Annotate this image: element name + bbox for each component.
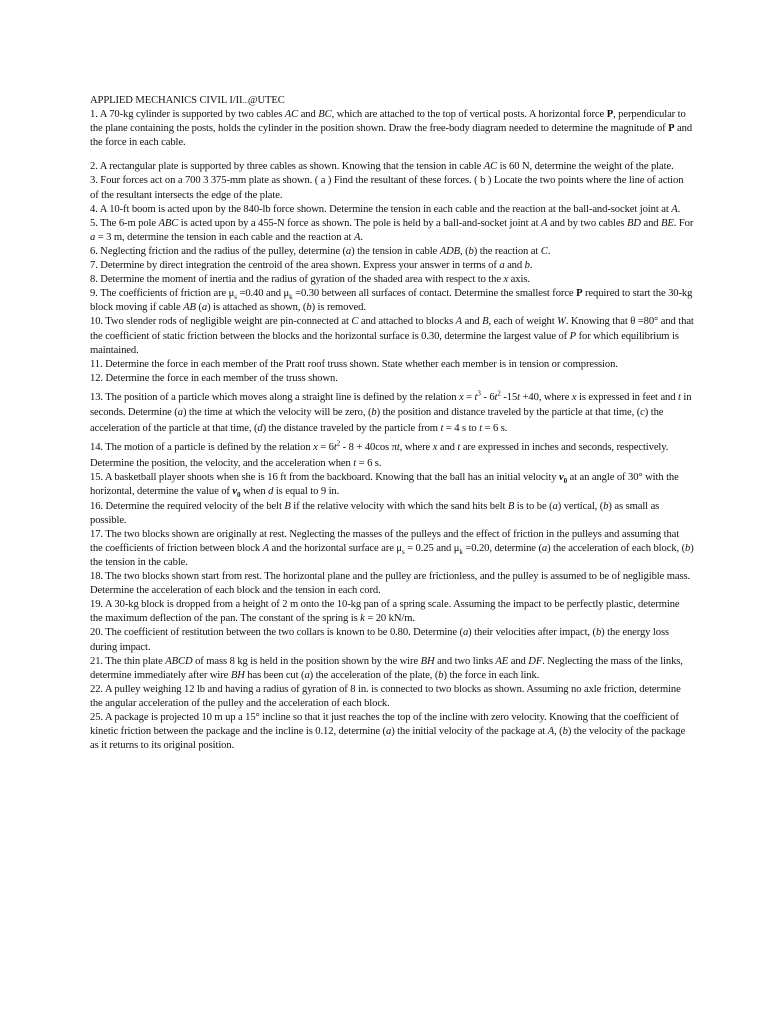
text-fragment: 11. Determine the force in each member of the Pratt roof truss shown. State whether each member is in tension or compression.: [90, 358, 618, 370]
question-12: [90, 372, 694, 386]
text-fragment: and the force in each cable.: [90, 123, 693, 149]
text-fragment: b: [468, 245, 474, 257]
text-fragment: ) the acceleration of the plate, (: [309, 669, 439, 681]
text-fragment: DF: [528, 655, 543, 667]
text-fragment: 22. A pulley weighing 12 lb and having a radius of gyration of 8 in. is connected to two blocks as shown. Assuming no axle friction, determine the angular acceleration of the pulley and the acceleration of each block.: [90, 683, 681, 709]
question-6: [90, 245, 694, 259]
text-fragment: 21. The thin plate: [90, 655, 166, 667]
text-fragment: , (: [460, 245, 469, 257]
text-fragment: a: [177, 407, 183, 419]
question-16: [90, 500, 694, 528]
text-fragment: 3: [477, 389, 481, 398]
text-fragment: ADB: [439, 245, 461, 257]
question-10: [90, 315, 694, 357]
text-fragment: =0.40 and μ: [236, 288, 290, 300]
text-fragment: when: [240, 486, 269, 498]
text-fragment: ) the force in each link.: [443, 669, 540, 681]
text-fragment: ) the tension in the cable.: [90, 542, 694, 568]
text-fragment: .: [529, 260, 533, 272]
text-fragment: ) the energy loss during impact.: [90, 627, 670, 653]
text-fragment: 2: [336, 439, 341, 448]
text-fragment: ) is attached as shown, (: [207, 302, 307, 314]
text-fragment: . For: [673, 217, 694, 229]
text-fragment: is expressed in feet and: [576, 391, 678, 403]
text-fragment: and attached to blocks: [358, 316, 456, 328]
text-fragment: ) the time at which the velocity will be zero, (: [182, 407, 372, 419]
text-fragment: k: [289, 293, 293, 302]
text-fragment: B: [482, 316, 489, 328]
text-fragment: 0: [237, 491, 241, 500]
question-18: [90, 570, 694, 598]
text-fragment: ) the velocity of the package as it returns to its original position.: [90, 726, 686, 752]
text-fragment: B: [284, 500, 291, 512]
text-fragment: .: [360, 231, 363, 243]
text-fragment: = 3 m, determine the tension in each cable and the reaction at: [95, 231, 354, 243]
text-fragment: in seconds. Determine (: [90, 391, 692, 419]
text-fragment: b: [685, 542, 691, 554]
question-5: [90, 217, 694, 245]
question-22: [90, 683, 694, 711]
text-fragment: has been cut (: [244, 669, 305, 681]
text-fragment: 3. Four forces act on a 700 3 375-mm plate as shown. ( a ) Find the resultant of these forces. ( b ) Locate the two points where the line of action of the resultant intersects the edge of the plate.: [90, 175, 684, 201]
text-fragment: x: [432, 442, 438, 454]
text-fragment: 8. Determine the moment of inertia and the radius of gyration of the shaded area with respect to the: [90, 274, 504, 286]
text-fragment: - 6: [480, 391, 495, 403]
text-fragment: ) the reaction at: [473, 245, 541, 257]
text-fragment: =0.30 between all surfaces of contact. Determine the smallest force: [292, 288, 577, 300]
text-fragment: BD: [627, 217, 641, 229]
text-fragment: 9. The coefficients of friction are μ: [90, 288, 235, 300]
text-fragment: =0.20, determine (: [462, 542, 542, 554]
question-14: [90, 440, 694, 471]
text-fragment: ) as small as possible.: [90, 500, 660, 526]
question-25: [90, 711, 694, 753]
document-title: [90, 94, 694, 108]
text-fragment: for which equilibrium is maintained.: [90, 330, 679, 356]
text-fragment: 10. Two slender rods of negligible weight are pin-connected at: [90, 316, 352, 328]
text-fragment: A: [262, 542, 269, 554]
text-fragment: t: [517, 391, 520, 403]
text-fragment: 2: [497, 389, 501, 398]
text-fragment: B: [507, 500, 515, 512]
text-fragment: 6. Neglecting friction and the radius of the pulley, determine (: [90, 245, 346, 257]
text-fragment: x: [458, 391, 464, 403]
text-fragment: AE: [495, 655, 509, 667]
text-fragment: is equal to 9 in.: [273, 486, 340, 498]
text-fragment: k: [459, 547, 463, 556]
text-fragment: C: [540, 245, 548, 257]
text-fragment: a: [552, 500, 558, 512]
text-fragment: a: [304, 669, 310, 681]
question-13: [90, 390, 694, 437]
text-fragment: and: [640, 217, 662, 229]
text-fragment: 25. A package is projected 10 m up a 15° incline so that it just reaches the top of the incline with zero velocity. Knowing that the coefficient of kinetic friction between the package and the incline is 0.12, determine (: [90, 711, 679, 738]
title-tail: @UTEC: [247, 95, 285, 106]
text-fragment: and: [462, 316, 483, 328]
text-fragment: - 8 + 40cos π: [340, 442, 397, 454]
text-fragment: = 4 s to: [443, 422, 480, 434]
question-15: [90, 471, 694, 499]
question-21: [90, 655, 694, 683]
text-fragment: AB: [183, 302, 196, 314]
text-fragment: ) the initial velocity of the package at: [391, 726, 548, 738]
text-fragment: s: [401, 547, 405, 556]
text-fragment: t: [457, 442, 461, 454]
question-20: [90, 626, 694, 654]
text-fragment: BH: [230, 669, 245, 681]
text-fragment: AC: [284, 109, 299, 121]
text-fragment: and: [504, 260, 525, 272]
text-fragment: of mass 8 kg is held in the position shown by the wire: [192, 655, 421, 667]
text-fragment: (: [195, 302, 202, 314]
text-fragment: b: [306, 302, 312, 314]
text-fragment: ABCD: [165, 655, 193, 667]
text-fragment: AC: [483, 161, 498, 173]
text-fragment: and: [508, 655, 529, 667]
text-fragment: ) the position and distance traveled by the particle at that time, (: [376, 407, 641, 419]
text-fragment: P: [569, 330, 577, 342]
text-fragment: are expressed in inches and seconds, respectively. Determine the position, the velocity, and the acceleration when: [90, 442, 669, 469]
question-3: [90, 174, 694, 202]
text-fragment: t: [474, 391, 478, 403]
text-fragment: s: [234, 293, 237, 302]
text-fragment: , (: [554, 726, 563, 738]
text-fragment: and two links: [434, 655, 496, 667]
text-fragment: t: [494, 391, 498, 403]
text-fragment: 7. Determine by direct integration the centroid of the area shown. Express your answer in terms of: [90, 260, 500, 272]
text-fragment: ) the acceleration of the particle at that time, (: [90, 407, 664, 434]
text-fragment: 19. A 30-kg block is dropped from a height of 2 m onto the 10-kg pan of a spring scale. Assuming the impact to be perfectly plastic, determine the maximum deflection of the pan. The constant of the spring is: [90, 599, 680, 625]
text-fragment: ) is removed.: [311, 302, 366, 314]
text-fragment: W: [557, 316, 566, 328]
text-fragment: = 20 kN/m.: [364, 613, 415, 625]
text-fragment: P: [576, 288, 583, 300]
text-fragment: ) the distance traveled by the particle from: [262, 422, 441, 434]
text-fragment: x: [313, 442, 318, 454]
text-fragment: A: [547, 726, 555, 738]
question-11: [90, 358, 694, 372]
text-fragment: , where: [399, 442, 433, 454]
text-fragment: and: [437, 442, 458, 454]
text-fragment: 4. A 10-ft boom is acted upon by the 840-lb force shown. Determine the tension in each cable and the reaction at the ball-and-socket joint at: [90, 203, 672, 215]
text-fragment: 12. Determine the force in each member of the truss shown.: [90, 372, 338, 384]
text-fragment: ) the acceleration of each block, (: [547, 542, 686, 554]
text-fragment: 1. A 70-kg cylinder is supported by two cables: [90, 109, 285, 121]
text-fragment: ABC: [158, 217, 179, 229]
text-fragment: if the relative velocity with which the sand hits belt: [290, 500, 508, 512]
text-fragment: and: [298, 109, 319, 121]
text-fragment: = 6 s.: [356, 457, 382, 469]
text-fragment: x: [571, 391, 577, 403]
text-fragment: A: [671, 203, 678, 215]
text-fragment: 5. The 6-m pole: [90, 217, 159, 229]
text-fragment: b: [595, 627, 602, 639]
text-fragment: t: [678, 391, 681, 403]
text-fragment: and the horizontal surface are μ: [268, 542, 402, 554]
text-fragment: a: [385, 726, 392, 738]
text-fragment: ) the tension in cable: [351, 245, 440, 257]
text-fragment: A: [541, 217, 548, 229]
text-fragment: = 0.25 and μ: [404, 542, 460, 554]
text-fragment: . Knowing that θ =80° and that the coefficient of static friction between the blocks and the horizontal surface is 0.30, determine the largest value of: [90, 316, 694, 342]
text-fragment: -15: [500, 391, 518, 403]
title-main: APPLIED MECHANICS CIVIL I/II: [90, 95, 243, 106]
text-fragment: b: [371, 407, 377, 419]
text-fragment: a: [201, 302, 208, 314]
text-fragment: 16. Determine the required velocity of the belt: [90, 500, 285, 512]
text-fragment: is acted upon by a 455-N force as shown. The pole is held by a ball-and-socket joint at: [178, 217, 542, 229]
text-fragment: b: [603, 500, 609, 512]
text-fragment: = 6 s.: [482, 422, 508, 434]
text-fragment: a: [541, 542, 548, 554]
text-fragment: , each of weight: [488, 316, 558, 328]
text-fragment: is 60 N, determine the weight of the plate.: [497, 161, 674, 173]
text-fragment: 18. The two blocks shown start from rest. The horizontal plane and the pulley are frictionless, and the pulley is assumed to be of negligible mass. Determine the acceleration of each block and the tension in each cord.: [90, 571, 691, 597]
text-fragment: BH: [420, 655, 435, 667]
text-fragment: 2. A rectangular plate is supported by three cables as shown. Knowing that the tension in cable: [90, 161, 484, 173]
text-fragment: 20. The coefficient of restitution between the two collars is known to be 0.80. Determine (: [90, 627, 463, 639]
text-fragment: +40, where: [520, 391, 572, 403]
text-fragment: t: [353, 457, 357, 469]
text-fragment: = 6: [317, 442, 334, 454]
text-fragment: a: [499, 260, 505, 272]
text-fragment: k: [360, 613, 365, 625]
text-fragment: ) their velocities after impact, (: [468, 627, 596, 639]
question-8: [90, 273, 694, 287]
text-fragment: .: [677, 203, 681, 215]
text-fragment: t: [396, 442, 400, 454]
text-fragment: b: [562, 726, 568, 738]
text-fragment: at an angle of 30° with the horizontal, determine the value of: [90, 472, 679, 498]
text-fragment: a: [462, 627, 469, 639]
text-fragment: v: [232, 486, 238, 498]
text-fragment: b: [438, 669, 444, 681]
text-fragment: A: [455, 316, 463, 328]
text-fragment: 13. The position of a particle which moves along a straight line is defined by the relation: [90, 391, 459, 403]
text-fragment: a: [90, 231, 96, 243]
question-2: [90, 160, 694, 174]
text-fragment: P: [668, 123, 675, 135]
text-fragment: , perpendicular to the plane containing the posts, holds the cylinder in the position shown. Draw the free-body diagram needed to determine the magnitude of: [90, 109, 686, 135]
text-fragment: t: [479, 422, 483, 434]
question-7: [90, 259, 694, 273]
text-fragment: t: [440, 422, 444, 434]
text-fragment: b: [524, 260, 530, 272]
question-1: [90, 108, 694, 150]
text-fragment: axis.: [508, 274, 530, 286]
text-fragment: required to start the 30-kg block moving if cable: [90, 288, 693, 314]
text-fragment: d: [257, 422, 263, 434]
text-fragment: 15. A basketball player shoots when she is 16 ft from the backboard. Knowing that the ball has an initial velocity: [90, 472, 559, 484]
text-fragment: v: [558, 472, 564, 484]
question-9: [90, 287, 694, 315]
text-fragment: A: [353, 231, 361, 243]
text-fragment: a: [345, 245, 352, 257]
text-fragment: d: [268, 486, 274, 498]
text-fragment: t: [333, 442, 337, 454]
text-fragment: , which are attached to the top of vertical posts. A horizontal force: [331, 109, 607, 121]
text-fragment: P: [606, 109, 614, 121]
text-fragment: . Neglecting the mass of the links, determine immediately after wire: [90, 655, 683, 681]
text-fragment: c: [640, 407, 645, 419]
text-fragment: C: [351, 316, 359, 328]
text-fragment: 17. The two blocks shown are originally at rest. Neglecting the masses of the pulleys and the effect of friction in the pulleys and assuming that the coefficients of friction between block: [90, 528, 680, 554]
text-fragment: 14. The motion of a particle is defined by the relation: [90, 442, 314, 454]
text-fragment: BC: [318, 109, 332, 121]
text-fragment: 0: [563, 477, 567, 486]
text-fragment: =: [463, 391, 475, 403]
text-fragment: and by two cables: [547, 217, 627, 229]
title-ellipsis: ...: [242, 96, 248, 105]
text-fragment: BE: [661, 217, 674, 229]
text-fragment: .: [547, 245, 551, 257]
question-19: [90, 598, 694, 626]
text-fragment: x: [503, 274, 509, 286]
spacer: [90, 150, 694, 160]
question-4: [90, 203, 694, 217]
text-fragment: is to be (: [514, 500, 553, 512]
text-fragment: ) vertical, (: [557, 500, 604, 512]
question-17: [90, 528, 694, 570]
